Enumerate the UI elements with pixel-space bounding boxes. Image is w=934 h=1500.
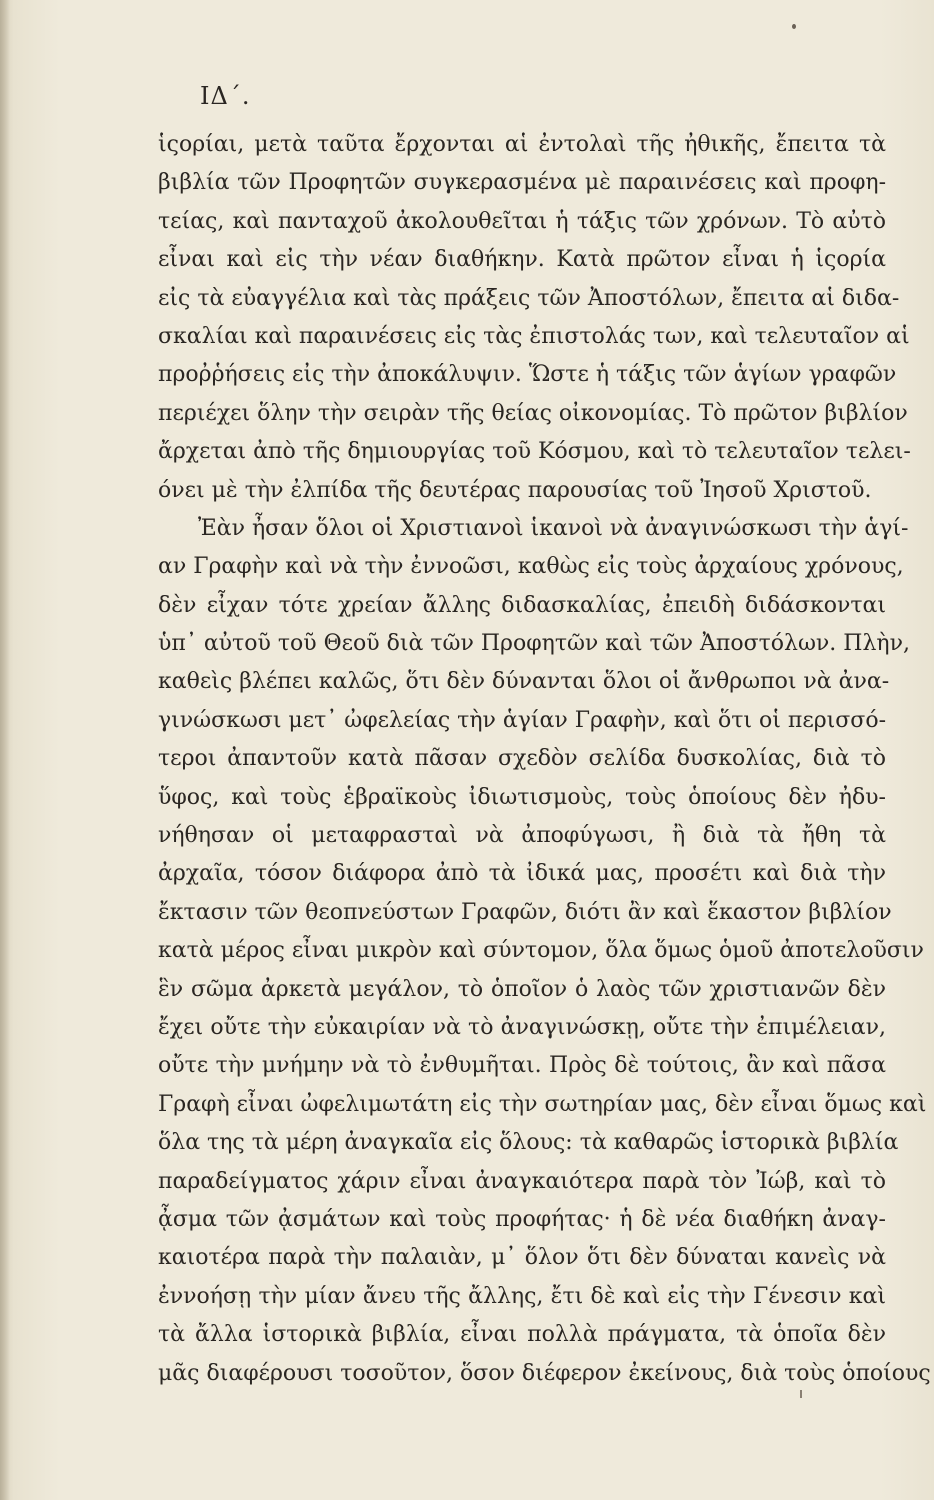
text-line: σκαλίαι καὶ παραινέσεις εἰς τὰς ἐπιστολάς των, καὶ τελευταῖον αἱ bbox=[158, 323, 910, 349]
text-line: προῤῥήσεις εἰς τὴν ἀποκάλυψιν. Ὥστε ἡ τάξις τῶν ἁγίων γραφῶν bbox=[158, 362, 897, 388]
text-line: τεροι ἀπαντοῦν κατὰ πᾶσαν σχεδὸν σελίδα δυσκολίας, διὰ τὸ bbox=[158, 746, 886, 772]
body-text bbox=[158, 126, 931, 1393]
text-line: ἓν σῶμα ἀρκετὰ μεγάλον, τὸ ὁποῖον ὁ λαὸς τῶν χριστιανῶν δὲν bbox=[158, 976, 886, 1002]
text-line: καθεὶς βλέπει καλῶς, ὅτι δὲν δύνανται ὅλοι οἱ ἄνθρωποι νὰ ἀνα- bbox=[158, 669, 890, 695]
text-line: μᾶς διαφέρουσι τοσοῦτον, ὅσον διέφερον ἐκείνους, διὰ τοὺς ὁποίους bbox=[158, 1360, 931, 1386]
paragraph bbox=[158, 126, 911, 510]
text-line: εἶναι καὶ εἰς τὴν νέαν διαθήκην. Κατὰ πρῶτον εἶναι ἡ ἱςορία bbox=[158, 247, 886, 273]
text-line: ὅλα της τὰ μέρη ἀναγκαῖα εἰς ὅλους: τὰ καθαρῶς ἱστορικὰ βιβλία bbox=[158, 1130, 899, 1156]
text-line: ἀρχαῖα, τόσον διάφορα ἀπὸ τὰ ἰδικά μας, προσέτι καὶ διὰ τὴν bbox=[158, 861, 886, 887]
text-line: τὰ ἄλλα ἱστορικὰ βιβλία, εἶναι πολλὰ πράγματα, τὰ ὁποῖα δὲν bbox=[158, 1322, 886, 1348]
text-line: καιοτέρα παρὰ τὴν παλαιὰν, μ᾽ ὅλον ὅτι δὲν δύναται κανεὶς νὰ bbox=[158, 1245, 886, 1271]
text-line: ᾆσμα τῶν ᾀσμάτων καὶ τοὺς προφήτας· ἡ δὲ νέα διαθήκη ἀναγ- bbox=[158, 1206, 886, 1232]
text-line: ἄρχεται ἀπὸ τῆς δημιουργίας τοῦ Κόσμου, καὶ τὸ τελευταῖον τελει- bbox=[158, 439, 911, 465]
text-line: οὔτε τὴν μνήμην νὰ τὸ ἐνθυμῆται. Πρὸς δὲ τούτοις, ἂν καὶ πᾶσα bbox=[158, 1053, 886, 1079]
text-line: γινώσκωσι μετ᾽ ὠφελείας τὴν ἁγίαν Γραφὴν, καὶ ὅτι οἱ περισσό- bbox=[158, 707, 886, 733]
text-line: Γραφὴ εἶναι ὠφελιμωτάτη εἰς τὴν σωτηρίαν μας, δὲν εἶναι ὅμως καὶ bbox=[158, 1091, 927, 1117]
text-line: ὕφος, καὶ τοὺς ἑβραϊκοὺς ἰδιωτισμοὺς, τοὺς ὁποίους δὲν ἠδυ- bbox=[158, 784, 886, 810]
page-number: ΙΔ΄. bbox=[200, 82, 251, 110]
text-line: παραδείγματος χάριν εἶναι ἀναγκαιότερα παρὰ τὸν Ἰώβ, καὶ τὸ bbox=[158, 1168, 886, 1194]
text-line: όνει μὲ τὴν ἐλπίδα τῆς δευτέρας παρουσίας τοῦ Ἰησοῦ Χριστοῦ. bbox=[158, 477, 872, 503]
paragraph bbox=[158, 510, 931, 1393]
text-line: ἐννοήσῃ τὴν μίαν ἄνευ τῆς ἄλλης, ἔτι δὲ καὶ εἰς τὴν Γένεσιν καὶ bbox=[158, 1283, 886, 1309]
text-line: ἱςορίαι, μετὰ ταῦτα ἔρχονται αἱ ἐντολαὶ τῆς ἠθικῆς, ἔπειτα τὰ bbox=[158, 132, 886, 157]
text-line: περιέχει ὅλην τὴν σειρὰν τῆς θείας οἰκονομίας. Τὸ πρῶτον βιβλίον bbox=[158, 400, 908, 426]
text-line: ἔκτασιν τῶν θεοπνεύστων Γραφῶν, διότι ἂν καὶ ἕκαστον βιβλίον bbox=[158, 899, 892, 925]
text-line: κατὰ μέρος εἶναι μικρὸν καὶ σύντομον, ὅλα ὅμως ὁμοῦ ἀποτελοῦσιν bbox=[158, 938, 924, 964]
text-line: αν Γραφὴν καὶ νὰ τὴν ἐννοῶσι, καθὼς εἰς τοὺς ἀρχαίους χρόνους, bbox=[158, 554, 904, 580]
text-line: δὲν εἶχαν τότε χρείαν ἄλλης διδασκαλίας, ἐπειδὴ διδάσκονται bbox=[158, 592, 886, 618]
text-line: βιβλία τῶν Προφητῶν συγκερασμένα μὲ παραινέσεις καὶ προφη- bbox=[158, 170, 886, 196]
text-line: ὑπ᾽ αὐτοῦ τοῦ Θεοῦ διὰ τῶν Προφητῶν καὶ τῶν Ἀποστόλων. Πλὴν, bbox=[158, 631, 910, 657]
text-line: τείας, καὶ πανταχοῦ ἀκολουθεῖται ἡ τάξις τῶν χρόνων. Τὸ αὐτὸ bbox=[158, 208, 886, 234]
text-line: εἰς τὰ εὐαγγέλια καὶ τὰς πράξεις τῶν Ἀποστόλων, ἔπειτα αἱ διδα- bbox=[158, 285, 900, 311]
ink-speck bbox=[792, 24, 796, 29]
text-line: νήθησαν οἱ μεταφρασταὶ νὰ ἀποφύγωσι, ἢ διὰ τὰ ἤθη τὰ bbox=[158, 823, 886, 849]
text-line: Ἐὰν ἦσαν ὅλοι οἱ Χριστιανοὶ ἱκανοὶ νὰ ἀναγινώσκωσι τὴν ἁγί- bbox=[198, 515, 909, 541]
text-line: ἔχει οὔτε τὴν εὐκαιρίαν νὰ τὸ ἀναγινώσκῃ, οὔτε τὴν ἐπιμέλειαν, bbox=[158, 1014, 886, 1040]
binding-shadow bbox=[0, 0, 10, 1500]
